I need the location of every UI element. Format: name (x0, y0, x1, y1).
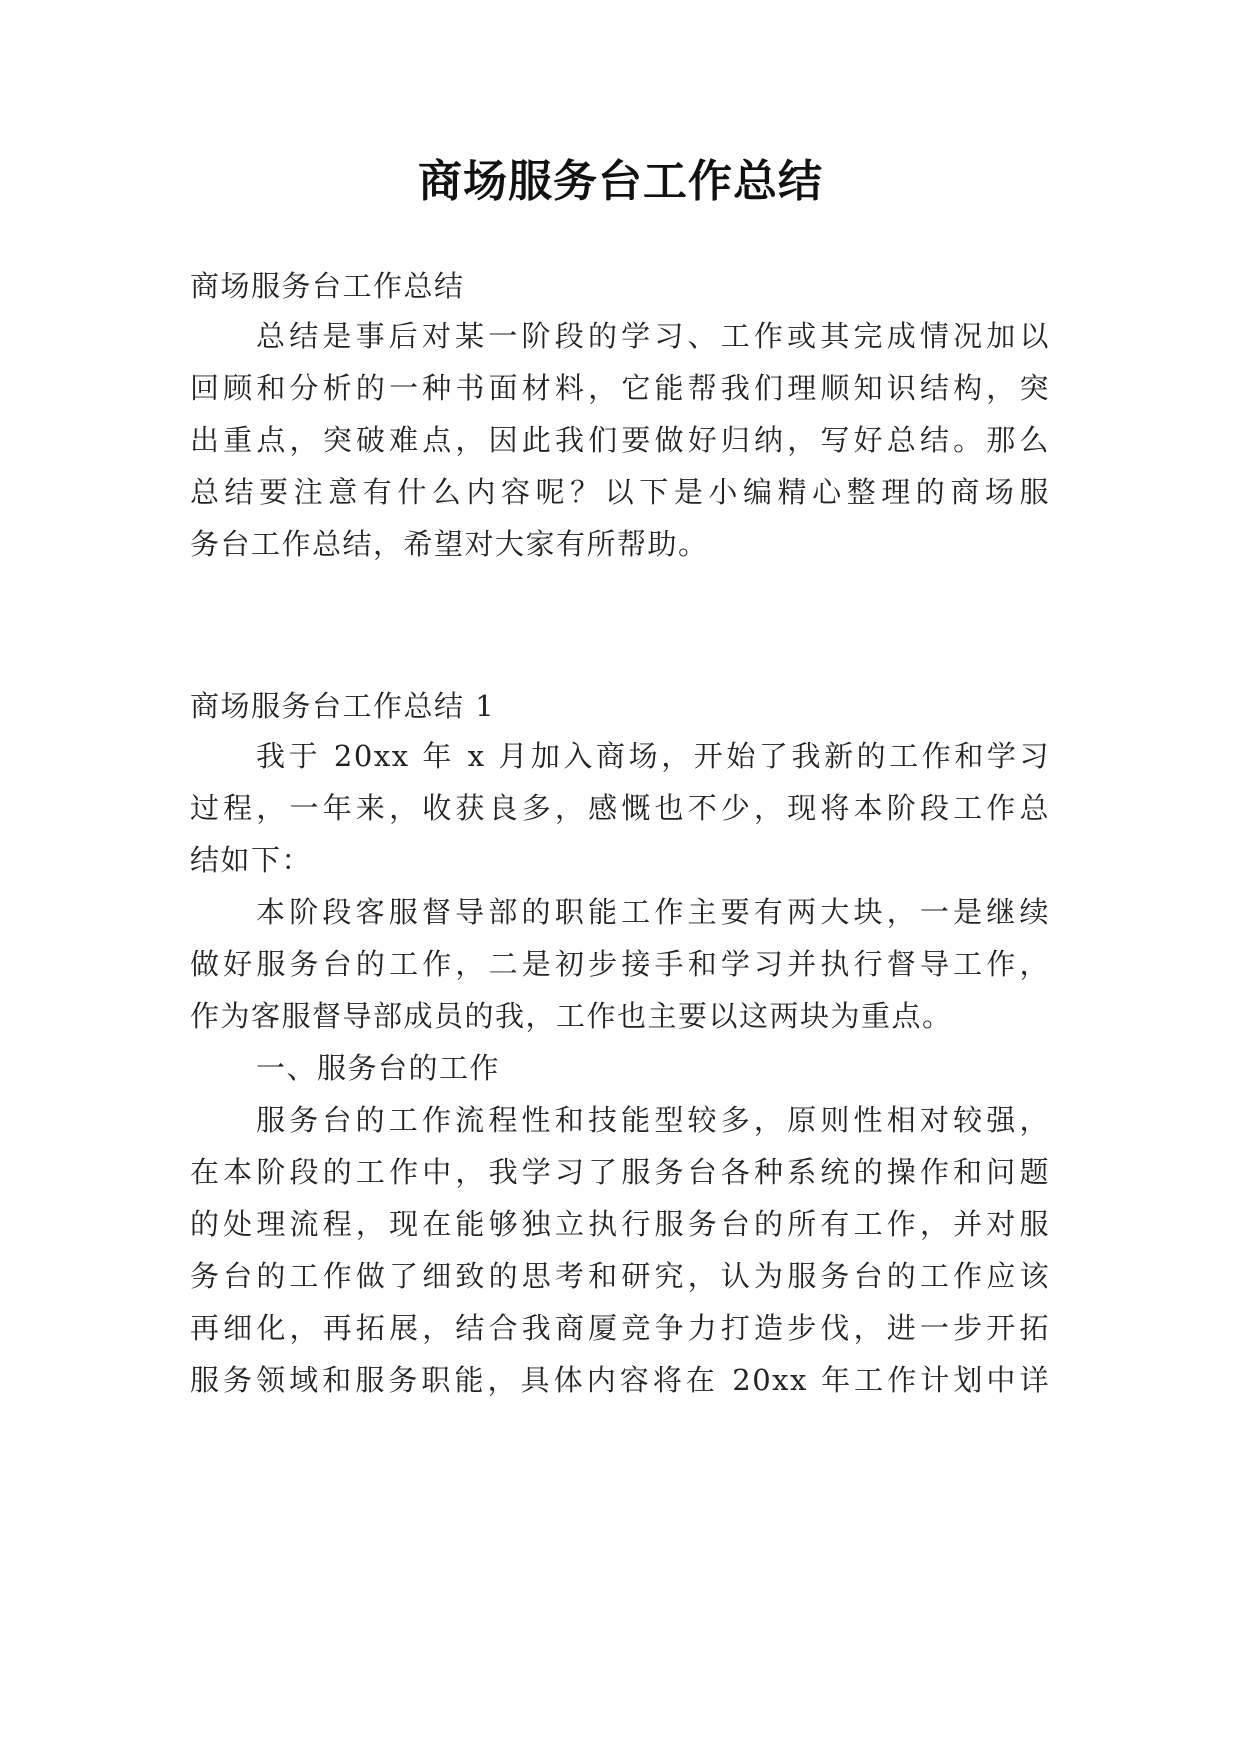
body-line-8: 在本阶段的工作中，我学习了服务台各种系统的操作和问题 (190, 1155, 1050, 1189)
body-line-4: 本阶段客服督导部的职能工作主要有两大块，一是继续 (256, 895, 1050, 929)
body-line-1: 我于 20xx 年 x 月加入商场，开始了我新的工作和学习 (256, 739, 1050, 773)
body-line-10: 务台的工作做了细致的思考和研究，认为服务台的工作应该 (190, 1259, 1050, 1293)
subtitle-line: 商场服务台工作总结 (190, 269, 465, 303)
body-line-9: 的处理流程，现在能够独立执行服务台的所有工作，并对服 (190, 1207, 1050, 1241)
body-line-3: 结如下： (190, 843, 313, 877)
subsection-heading: 一、服务台的工作 (256, 1051, 501, 1085)
body-line-2: 过程，一年来，收获良多，感慨也不少，现将本阶段工作总 (190, 791, 1050, 825)
document-title: 商场服务台工作总结 (418, 156, 823, 207)
section-heading: 商场服务台工作总结 1 (190, 689, 496, 723)
intro-line-4: 总结要注意有什么内容呢？以下是小编精心整理的商场服 (190, 475, 1050, 509)
body-line-6: 作为客服督导部成员的我，工作也主要以这两块为重点。 (190, 999, 953, 1033)
intro-line-2: 回顾和分析的一种书面材料，它能帮我们理顺知识结构，突 (190, 371, 1050, 405)
intro-line-5: 务台工作总结，希望对大家有所帮助。 (190, 527, 709, 561)
body-line-7: 服务台的工作流程性和技能型较多，原则性相对较强， (256, 1103, 1050, 1137)
body-line-5: 做好服务台的工作，二是初步接手和学习并执行督导工作， (190, 947, 1050, 981)
body-line-12: 服务领域和服务职能，具体内容将在 20xx 年工作计划中详 (190, 1363, 1050, 1397)
intro-line-3: 出重点，突破难点，因此我们要做好归纳，写好总结。那么 (190, 423, 1050, 457)
body-line-11: 再细化，再拓展，结合我商厦竞争力打造步伐，进一步开拓 (190, 1311, 1050, 1345)
intro-line-1: 总结是事后对某一阶段的学习、工作或其完成情况加以 (256, 319, 1050, 353)
